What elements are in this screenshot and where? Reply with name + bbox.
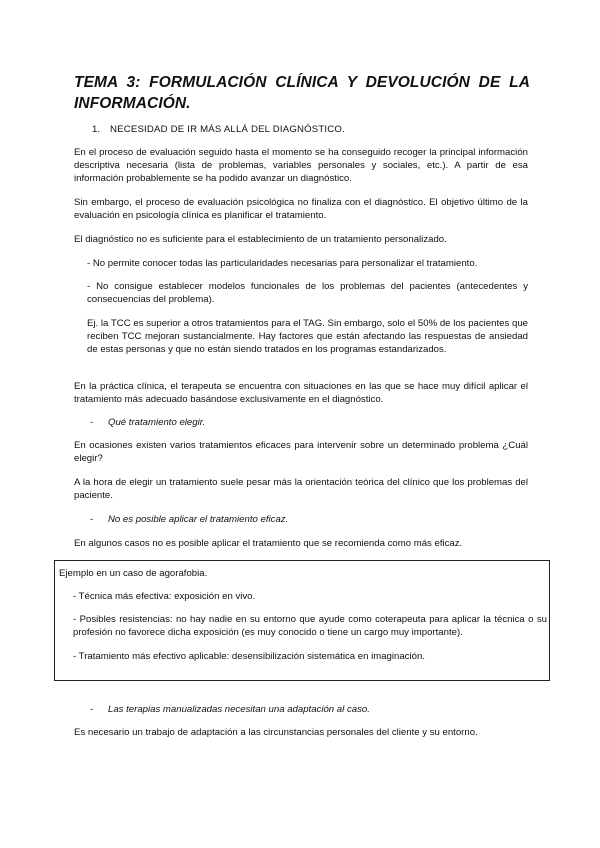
paragraph-1: En el proceso de evaluación seguido hasta el momento se ha conseguido recoger la principal información descriptiva necesaria (lista de problemas, variables personales y sociales, etc.). A partir de esa información probablemente se ha podido avanzar un diagnóstico. [74,147,528,185]
bullet-item-2: - No consigue establecer modelos funcionales de los problemas del pacientes (antecedentes y consecuencias del problema). [87,281,528,306]
example-box-line-1: - Técnica más efectiva: exposición en vivo. [73,591,256,602]
section-heading [92,123,512,136]
example-paragraph: Ej. la TCC es superior a otros tratamientos para el TAG. Sin embargo, solo el 50% de los pacientes que reciben TCC mejoran sustancialmente. Hay factores que están afectando las respuestas de ansiedad de estas personas y que no están siendo tratados en los programas estandarizados. [87,318,528,356]
dash-marker: - [90,417,94,428]
section-heading-text: NECESIDAD DE IR MÁS ALLÁ DEL DIAGNÓSTICO. [110,124,345,135]
dash-item-2 [90,513,288,526]
paragraph-7: En algunos casos no es posible aplicar el tratamiento que se recomienda como más eficaz. [74,538,463,549]
dash-item-3 [90,703,370,716]
paragraph-6: A la hora de elegir un tratamiento suele pesar más la orientación teórica del clínico que los problemas del paciente. [74,477,528,502]
dash-item-text: No es posible aplicar el tratamiento eficaz. [108,514,289,525]
dash-item-text: Qué tratamiento elegir. [108,417,206,428]
paragraph-2: Sin embargo, el proceso de evaluación psicológica no finaliza con el diagnóstico. El objetivo último de la evaluación en psicología clínica es planificar el tratamiento. [74,197,528,222]
example-box [54,560,550,681]
section-number: 1. [92,124,101,135]
paragraph-3: El diagnóstico no es suficiente para el establecimiento de un tratamiento personalizado. [74,234,447,245]
page-title: TEMA 3: FORMULACIÓN CLÍNICA Y DEVOLUCIÓN DE LA INFORMACIÓN. [74,74,530,112]
paragraph-5: En ocasiones existen varios tratamientos eficaces para intervenir sobre un determinado problema ¿Cuál elegir? [74,440,528,465]
paragraph-8: Es necesario un trabajo de adaptación a las circunstancias personales del cliente y su entorno. [74,727,478,738]
dash-marker: - [90,514,94,525]
example-box-title: Ejemplo en un caso de agorafobia. [59,568,208,579]
paragraph-4: En la práctica clínica, el terapeuta se encuentra con situaciones en las que se hace muy difícil aplicar el tratamiento más adecuado basándose exclusivamente en el diagnóstico. [74,381,528,406]
dash-item-text: Las terapias manualizadas necesitan una adaptación al caso. [108,704,370,715]
bullet-item-1: - No permite conocer todas las particularidades necesarias para personalizar el tratamiento. [87,258,478,269]
dash-marker: - [90,704,94,715]
example-box-line-3: - Tratamiento más efectivo aplicable: desensibilización sistemática en imaginación. [73,651,425,662]
dash-item-1 [90,416,205,429]
example-box-line-2: - Posibles resistencias: no hay nadie en su entorno que ayude como coterapeuta para aplicar la técnica o su profesión no favorece dicha exposición (es muy conocido o tiene un cargo muy importante). [73,614,547,639]
